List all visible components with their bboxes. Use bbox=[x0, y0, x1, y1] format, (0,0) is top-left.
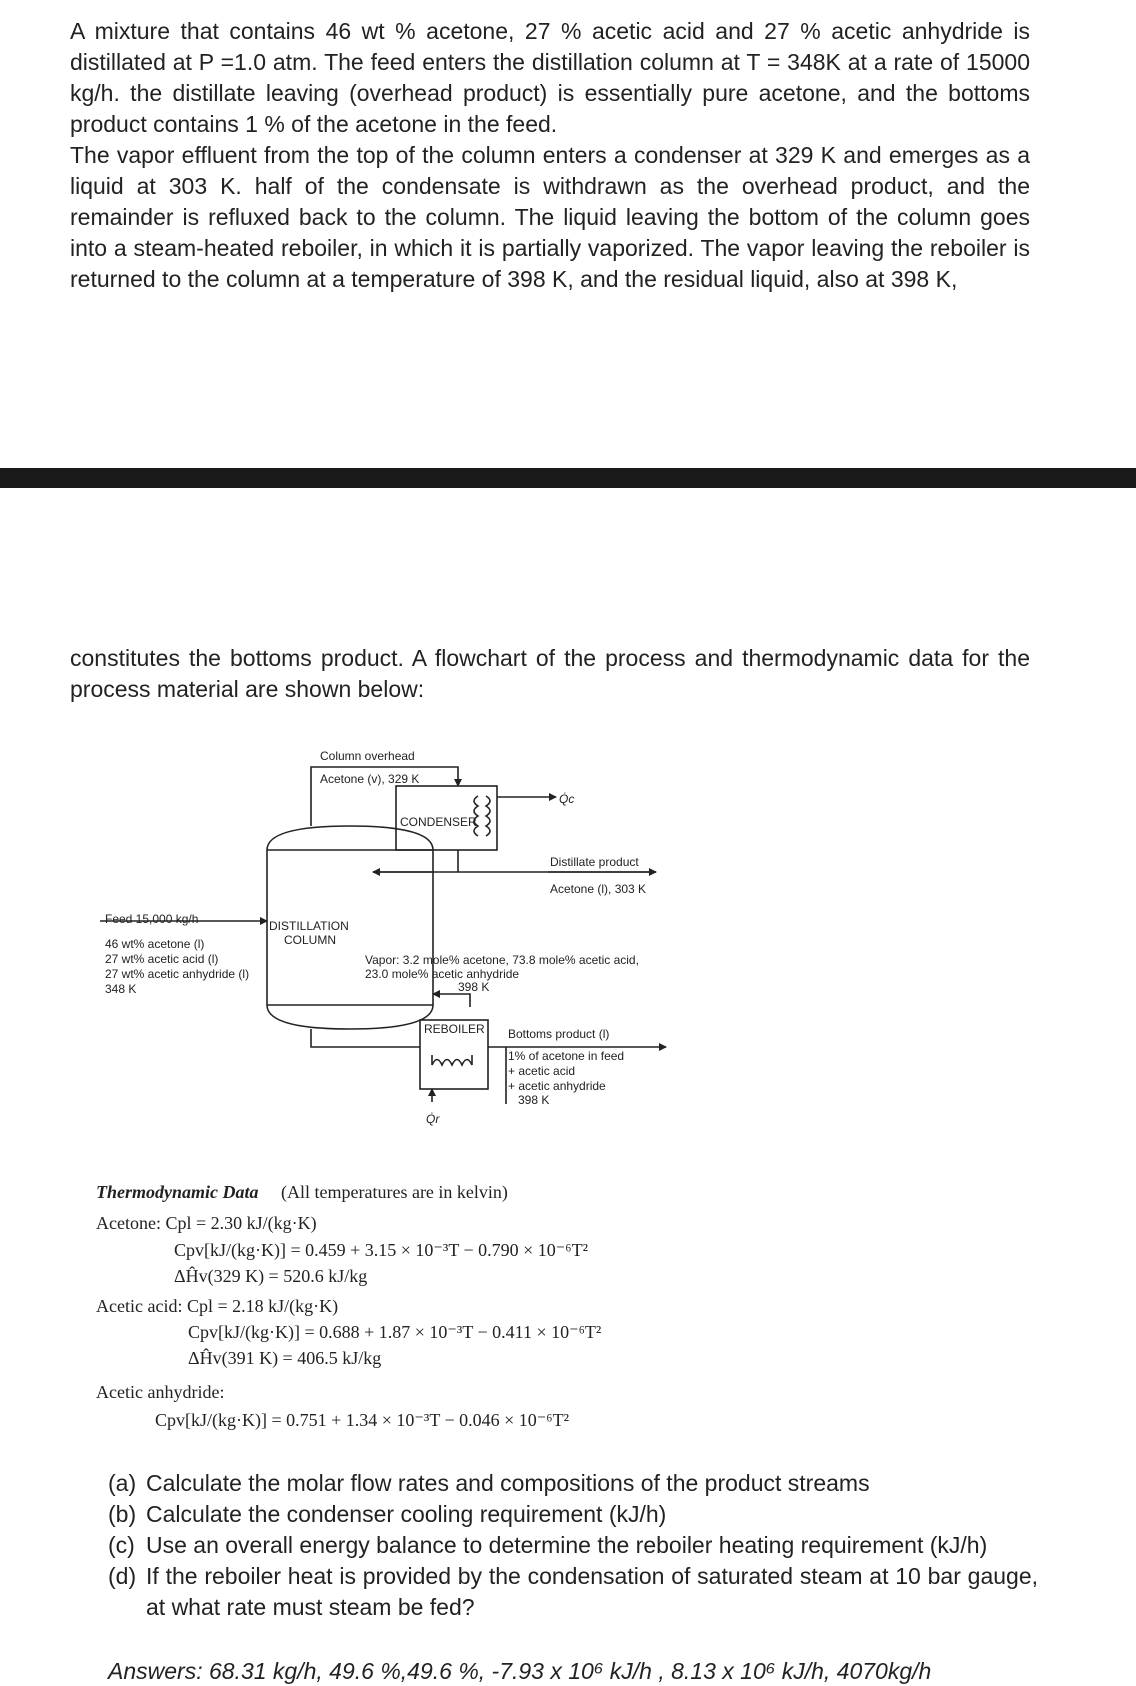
feed-line: 27 wt% acetic anhydride (l) bbox=[105, 967, 250, 981]
bottoms-to-reboiler-line bbox=[311, 1029, 420, 1047]
question-item bbox=[108, 1499, 1038, 1530]
column-label-2: COLUMN bbox=[284, 933, 337, 947]
qc-label: Q̇c bbox=[559, 792, 575, 806]
anhydride-cpv: Cpv[kJ/(kg·K)] = 0.751 + 1.34 × 10⁻³T − 0.046 × 10⁻⁶T² bbox=[155, 1410, 569, 1430]
feed-line: 46 wt% acetone (l) bbox=[105, 937, 205, 951]
feed-line: 348 K bbox=[105, 982, 137, 996]
feed-line: 27 wt% acetic acid (l) bbox=[105, 952, 219, 966]
question-text: Calculate the molar flow rates and compositions of the product streams bbox=[146, 1470, 870, 1496]
vapor-composition-line-1: Vapor: 3.2 mole% acetone, 73.8 mole% acetic acid, bbox=[365, 953, 639, 967]
bottoms-line: + acetic anhydride bbox=[508, 1079, 606, 1093]
question-text: Use an overall energy balance to determine the reboiler heating requirement (kJ/h) bbox=[146, 1532, 988, 1558]
reboiler-label: REBOILER bbox=[424, 1022, 485, 1036]
bottoms-line: + acetic acid bbox=[508, 1064, 576, 1078]
acetone-cpl: Acetone: Cpl = 2.30 kJ/(kg·K) bbox=[96, 1213, 317, 1233]
thermo-heading: Thermodynamic Data bbox=[96, 1182, 259, 1202]
problem-paragraph-1: A mixture that contains 46 wt % acetone, 27 % acetic acid and 27 % acetic anhydride is distillated at P =1.0 atm. The feed enters the distillation column at T = 348K at a rate of 15000 kg/h. the distillate leaving (overhead product) is essentially pure acetone, and the bottoms product contains 1 % of the acetone in the feed. bbox=[70, 18, 1030, 137]
question-item bbox=[108, 1468, 1038, 1499]
questions-list bbox=[108, 1468, 1038, 1623]
overhead-stream: Acetone (v), 329 K bbox=[320, 772, 420, 786]
acetone-cpv: Cpv[kJ/(kg·K)] = 0.459 + 3.15 × 10⁻³T − 0.790 × 10⁻⁶T² bbox=[174, 1240, 588, 1260]
overhead-title: Column overhead bbox=[320, 749, 415, 763]
acid-dhv: ΔĤv(391 K) = 406.5 kJ/kg bbox=[188, 1348, 382, 1368]
acid-cpl: Acetic acid: Cpl = 2.18 kJ/(kg·K) bbox=[96, 1296, 339, 1316]
question-label: (c) bbox=[108, 1532, 135, 1558]
vapor-temperature: 398 K bbox=[458, 980, 490, 994]
bottoms-line: 1% of acetone in feed bbox=[508, 1049, 625, 1063]
question-item bbox=[108, 1561, 1038, 1623]
answers-line: Answers: 68.31 kg/h, 49.6 %,49.6 %, -7.93 x 10⁶ kJ/h , 8.13 x 10⁶ kJ/h, 4070kg/h bbox=[108, 1658, 932, 1684]
column-label-1: DISTILLATION bbox=[269, 919, 349, 933]
question-label: (a) bbox=[108, 1470, 137, 1496]
vapor-return-line bbox=[433, 994, 470, 1007]
condenser-label: CONDENSER bbox=[400, 815, 477, 829]
reboiler-coil bbox=[432, 1060, 472, 1066]
thermo-heading-row bbox=[96, 1182, 508, 1203]
anhydride-label: Acetic anhydride: bbox=[96, 1382, 225, 1402]
distillate-title: Distillate product bbox=[550, 855, 639, 869]
question-label: (d) bbox=[108, 1563, 137, 1589]
bottoms-title: Bottoms product (l) bbox=[508, 1027, 610, 1041]
distillate-stream: Acetone (l), 303 K bbox=[550, 882, 647, 896]
problem-paragraph-2: The vapor effluent from the top of the column enters a condenser at 329 K and emerges as a liquid at 303 K. half of the condensate is withdrawn as the overhead product, and the remainder is refluxed back to the column. The liquid leaving the bottom of the column goes into a steam-heated reboiler, in which it is partially vaporized. The vapor leaving the reboiler is returned to the column at a temperature of 398 K, and the residual liquid, also at 398 K, bbox=[70, 142, 1030, 292]
bottoms-line: 398 K bbox=[518, 1093, 550, 1107]
question-text: Calculate the condenser cooling requirement (kJ/h) bbox=[146, 1501, 667, 1527]
acetone-dhv: ΔĤv(329 K) = 520.6 kJ/kg bbox=[174, 1266, 368, 1286]
qr-label: Q̇r bbox=[426, 1112, 440, 1126]
question-item bbox=[108, 1530, 1038, 1561]
thermo-heading-note: (All temperatures are in kelvin) bbox=[281, 1182, 508, 1202]
acid-cpv: Cpv[kJ/(kg·K)] = 0.688 + 1.87 × 10⁻³T − 0.411 × 10⁻⁶T² bbox=[188, 1322, 602, 1342]
feed-title: Feed 15,000 kg/h bbox=[105, 912, 199, 926]
vapor-composition-line-2: 23.0 mole% acetic anhydride bbox=[365, 967, 520, 981]
question-text: If the reboiler heat is provided by the condensation of saturated steam at 10 bar gauge, at what rate must steam be fed? bbox=[146, 1563, 1038, 1620]
question-label: (b) bbox=[108, 1501, 137, 1527]
problem-paragraph-3: constitutes the bottoms product. A flowchart of the process and thermodynamic data for the process material are shown below: bbox=[70, 645, 1030, 702]
